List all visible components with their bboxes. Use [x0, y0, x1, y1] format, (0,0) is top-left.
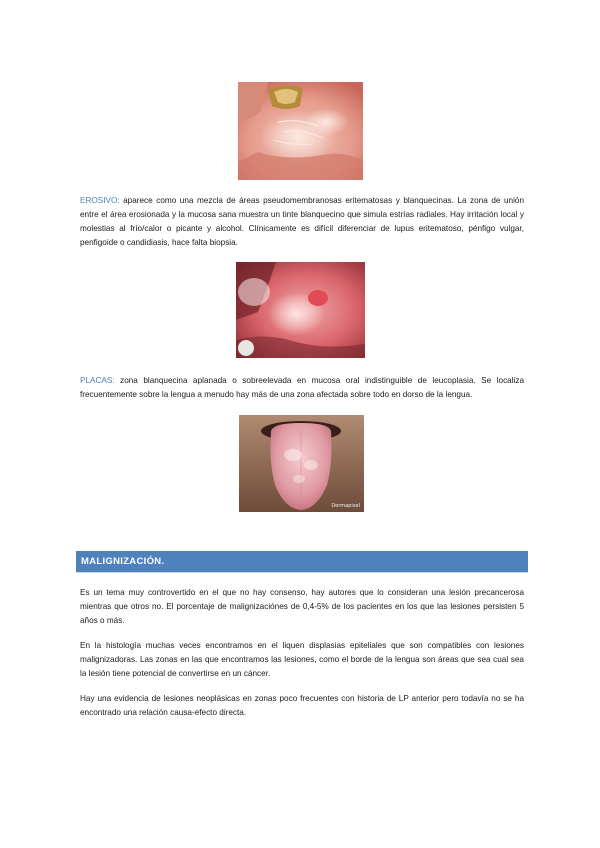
tongue-photo	[239, 415, 364, 512]
placas-text: zona blanquecina aplanada o sobreelevada en mucosa oral indistinguible de leucoplasia. Se localiza frecuentemente sobre la lengua a menudo hay más de una zona afectada sobre todo en dorso de la lengua.	[80, 376, 524, 399]
erosivo-keyword: EROSIVO:	[80, 196, 120, 205]
placas-paragraph	[80, 374, 524, 402]
section-heading-malignizacion: MALIGNIZACIÓN.	[76, 551, 528, 572]
placas-keyword: PLACAS:	[80, 376, 115, 385]
section-heading-rule	[76, 572, 528, 573]
malignizacion-paragraph-3: Hay una evidencia de lesiones neoplásicas en zonas poco frecuentes con historia de LP anterior pero todavía no se ha encontrado una relación causa-efecto directa.	[80, 694, 524, 717]
malignizacion-paragraph-2: En la histología muchas veces encontramos en el liquen displasias epiteliales que son compatibles con lesiones malignizadoras. Las zonas en las que encontramos las lesiones, como el borde de la lengua son áreas que sea cual sea la lesión tiene potencial de convertirse en un cáncer.	[80, 641, 524, 678]
mucosa-lesion-photo	[236, 262, 365, 358]
erosivo-paragraph	[80, 194, 524, 250]
erosivo-text: aparece como una mezcla de áreas pseudomembranosas eritematosas y blanquecinas. La zona de unión entre el área erosionada y la mucosa sana muestra un tinte blanquecino que simula estrías radiales. Hay irritación local y molestias al frío/calor o picante y alcohol. Clínicamente es difícil diferenciar de lupus eritematoso, pénfigo vulgar, penfigoide o candidiasis, hace falta biopsia.	[80, 196, 524, 247]
erosive-lesion-photo	[238, 82, 363, 180]
malignizacion-paragraph-1: Es un tema muy controvertido en el que no hay consenso, hay autores que lo consideran una lesión precancerosa mientras que otros no. El porcentaje de malignizaciónes de 0,4-5% de los pacientes en los que las lesiones persisten 5 años o más.	[80, 588, 524, 625]
image-watermark: Dermapixel	[331, 503, 360, 509]
